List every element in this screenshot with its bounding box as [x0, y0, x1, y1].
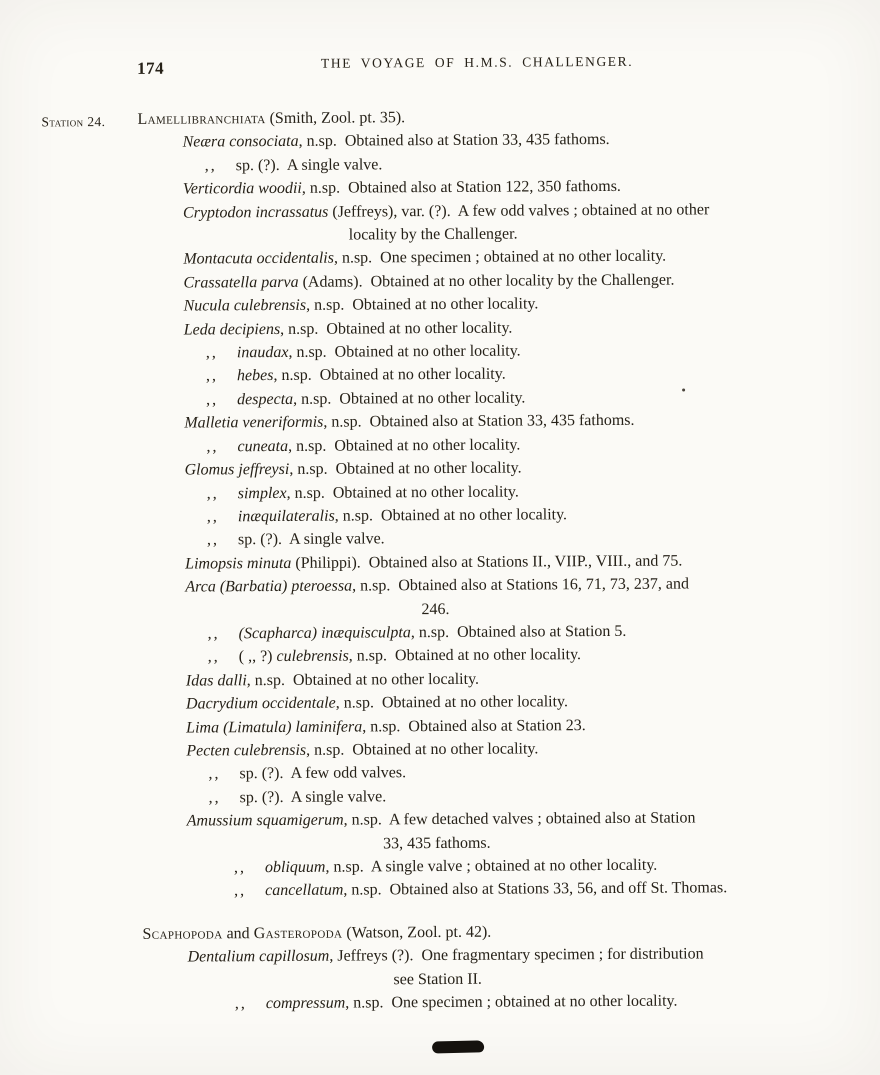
species-list — [187, 942, 848, 1016]
entry-text: , n.sp. Obtained at no other locality. — [288, 342, 521, 361]
species-name: Amussium squamigerum — [186, 811, 344, 830]
ditto-mark: ,, — [208, 789, 221, 807]
entry-text: , n.sp. Obtained at no other locality. — [293, 389, 526, 408]
entry-continuation: see Station II. — [393, 970, 482, 988]
ditto-mark: ,, — [206, 531, 220, 549]
entry-text: , n.sp. Obtained at no other locality. — [334, 506, 568, 525]
ink-blot-artifact — [432, 1040, 484, 1053]
species-name: Neæra consociata — [182, 133, 299, 151]
speck-artifact — [682, 389, 685, 392]
entry-text: , n.sp. Obtained at no other locality. — [286, 483, 519, 502]
species-name: Arca (Barbatia) pteroessa — [185, 577, 353, 596]
sections — [137, 104, 849, 1017]
species-name: culebrensis — [276, 647, 349, 666]
entry-continuation: 33, 435 fathoms. — [383, 834, 491, 852]
entry-text: sp. (?). A single valve. — [235, 156, 383, 175]
ditto-mark: ,, — [207, 648, 220, 666]
entry-text: , n.sp. Obtained also at Station 33, 435 fathoms. — [323, 412, 635, 431]
entry-text: sp. (?). A single valve. — [239, 788, 387, 807]
entry-text: , n.sp. One specimen ; obtained at no other locality. — [345, 992, 678, 1012]
species-name: Nucula culebrensis — [183, 297, 307, 315]
species-name: despecta — [237, 390, 294, 409]
entry-text: , n.sp. Obtained at no other locality. — [306, 740, 539, 759]
species-name: Lima (Limatula) laminifera — [186, 718, 363, 737]
species-name: Glomus jeffreysi — [184, 461, 290, 479]
ditto-mark: ,, — [207, 625, 220, 643]
species-entry — [187, 942, 848, 969]
ditto-mark: ,, — [234, 995, 247, 1013]
entry-text: , n.sp. Obtained also at Station 5. — [410, 622, 627, 642]
entry-text: (Adams). Obtained at no other locality by the Challenger. — [298, 271, 675, 291]
heading-taxon: Scaphopoda — [142, 925, 223, 943]
ditto-mark: ,, — [205, 344, 218, 362]
species-name: cancellatum — [265, 882, 344, 900]
entry-text: , Jeffreys (?). One fragmentary specimen ; for distribution — [329, 945, 704, 965]
entry-text: , n.sp. Obtained also at Station 23. — [362, 716, 586, 736]
entry-text: , n.sp. A few detached valves ; obtained also at Station — [343, 809, 696, 829]
entry-text: (Philippi). Obtained also at Stations II., VIIP., VIII., and 75. — [291, 552, 683, 572]
entry-text: , n.sp. Obtained also at Station 33, 435 fathoms. — [298, 131, 610, 151]
species-name: inaudax — [236, 343, 289, 362]
species-entry — [185, 572, 846, 599]
species-name: inæquilateralis — [237, 507, 335, 526]
heading-taxon: Gasteropoda — [253, 924, 343, 942]
margin-note-station: Station 24. — [41, 114, 106, 130]
entry-text: , n.sp. Obtained at no other locality. — [335, 693, 569, 712]
species-list — [183, 127, 849, 903]
species-entry — [187, 806, 848, 833]
species-section — [142, 918, 849, 1016]
ditto-mark: ,, — [233, 859, 247, 877]
entry-text: , n.sp. Obtained also at Stations 33, 56, and off St. Thomas. — [343, 879, 728, 900]
species-name: hebes — [236, 367, 274, 385]
species-name: Pecten culebrensis — [186, 741, 307, 760]
ditto-mark: ,, — [204, 157, 217, 175]
species-name: Leda decipiens — [183, 320, 281, 339]
entry-text: , n.sp. Obtained also at Stations 16, 71, 73, 237, and — [352, 575, 689, 595]
ditto-mark: ,, — [206, 391, 219, 409]
species-name: Dacrydium occidentale — [185, 694, 336, 713]
species-name: Montacuta occidentalis — [183, 250, 334, 269]
entry-text: (Jeffreys), var. (?). A few odd valves ; obtained at no other — [328, 200, 710, 221]
entry-text: , n.sp. Obtained at no other locality. — [246, 670, 480, 689]
ditto-mark: ,, — [205, 367, 219, 385]
species-name: Crassatella parva — [183, 273, 299, 292]
ditto-mark: ,, — [206, 438, 219, 456]
species-name: cuneata — [237, 437, 289, 455]
entry-text: , n.sp. Obtained also at Station 122, 350 fathoms. — [301, 178, 621, 198]
entry-text: , n.sp. A single valve ; obtained at no other locality. — [325, 856, 658, 876]
entry-text: ( ,, ?) — [238, 648, 277, 666]
heading-taxon: Lamellibranchiata — [137, 110, 266, 128]
entry-text: , n.sp. Obtained at no other locality. — [288, 436, 521, 455]
heading-citation: (Smith, Zool. pt. 35). — [265, 109, 406, 128]
running-header: THE VOYAGE OF H.M.S. CHALLENGER. — [320, 53, 634, 71]
entry-text: , n.sp. Obtained at no other locality. — [348, 646, 582, 665]
species-name: Idas dalli — [185, 671, 247, 690]
entry-text: , n.sp. Obtained at no other locality. — [289, 459, 522, 479]
species-name: Malletia veneriformis — [184, 413, 324, 432]
species-section — [137, 104, 848, 904]
heading-citation: (Watson, Zool. pt. 42). — [342, 923, 492, 942]
species-name: Cryptodon incrassatus — [182, 203, 329, 222]
species-name: Dentalium capillosum — [187, 947, 330, 966]
species-name: simplex — [237, 484, 287, 502]
species-entry — [187, 876, 848, 903]
entry-text: sp. (?). A few odd valves. — [239, 764, 407, 783]
ditto-mark: ,, — [206, 484, 219, 502]
species-name: compressum — [265, 994, 346, 1013]
page-number: 174 — [137, 58, 165, 78]
species-entry — [188, 989, 849, 1016]
species-name: (Scapharca) inæquisculpta — [238, 624, 411, 643]
entry-text: , n.sp. Obtained at no other locality. — [273, 366, 506, 385]
entry-continuation: 246. — [421, 600, 450, 618]
species-name: Verticordia woodii — [182, 180, 302, 198]
entry-text: , n.sp. Obtained at no other locality. — [306, 295, 539, 315]
species-name: Limopsis minuta — [185, 554, 292, 573]
heading-citation: and — [222, 924, 254, 943]
species-entry — [183, 197, 844, 224]
entry-text: , n.sp. Obtained at no other locality. — [280, 319, 513, 338]
entry-continuation: locality by the Challenger. — [348, 225, 518, 244]
ditto-mark: ,, — [208, 765, 221, 783]
ditto-mark: ,, — [206, 508, 219, 526]
ditto-mark: ,, — [234, 882, 247, 900]
entry-text: , n.sp. One specimen ; obtained at no other locality. — [333, 248, 667, 268]
species-name: obliquum — [264, 858, 326, 877]
entry-text: sp. (?). A single valve. — [237, 530, 385, 549]
